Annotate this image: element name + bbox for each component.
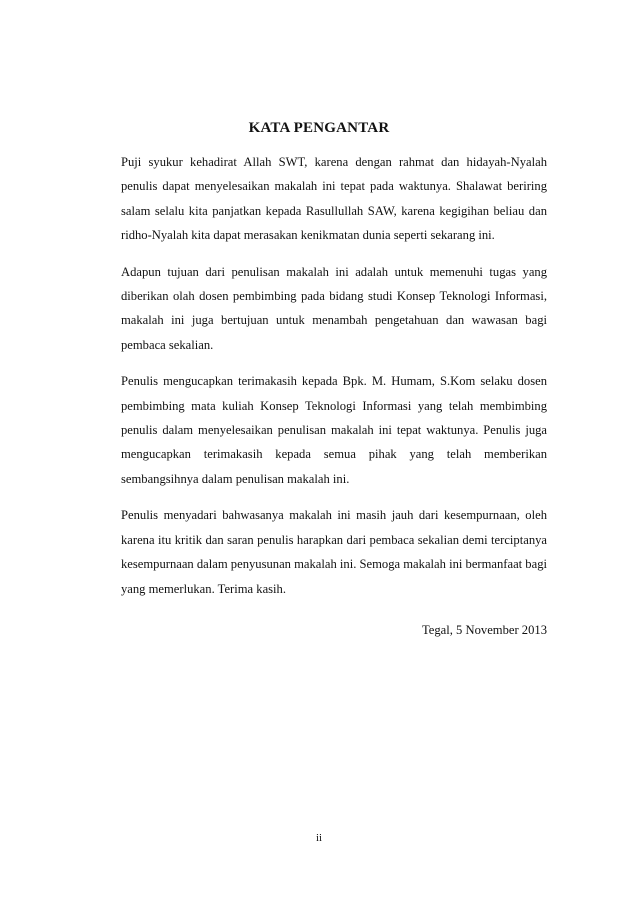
paragraph-2: Adapun tujuan dari penulisan makalah ini adalah untuk memenuhi tugas yang diberikan olah dosen pembimbing pada bidang studi Konsep Teknologi Informasi, makalah ini juga bertujuan untuk menambah pengetahuan dan wawasan bagi pembaca sekalian. [121,264,547,352]
body-text [121,150,547,613]
page-number: ii [315,832,323,844]
paragraph-1: Puji syukur kehadirat Allah SWT, karena dengan rahmat dan hidayah-Nyalah penulis dapat menyelesaikan makalah ini tepat pada waktunya. Shalawat beriring salam selalu kita panjatkan kepada Rasullullah SAW, karena kegigihan beliau dan ridho-Nyalah kita dapat merasakan kenikmatan dunia seperti sekarang ini. [121,155,547,243]
paragraph-3: Penulis mengucapkan terimakasih kepada Bpk. M. Humam, S.Kom selaku dosen pembimbing mata kuliah Konsep Teknologi Informasi yang telah membimbing penulis dalam menyelesaikan penulisan makalah ini tepat waktunya. Penulis juga mengucapkan terimakasih kepada semua pihak yang telah memberikan sembangsihnya dalam penulisan makalah ini. [121,374,547,486]
page-title: KATA PENGANTAR [248,120,390,136]
signature-place-date: Tegal, 5 November 2013 [421,623,547,637]
paragraph-4: Penulis menyadari bahwasanya makalah ini masih jauh dari kesempurnaan, oleh karena itu kritik dan saran penulis harapkan dari pembaca sekalian demi terciptanya kesempurnaan dalam penyusunan makalah ini. Semoga makalah ini bermanfaat bagi yang memerlukan. Terima kasih. [121,508,547,596]
